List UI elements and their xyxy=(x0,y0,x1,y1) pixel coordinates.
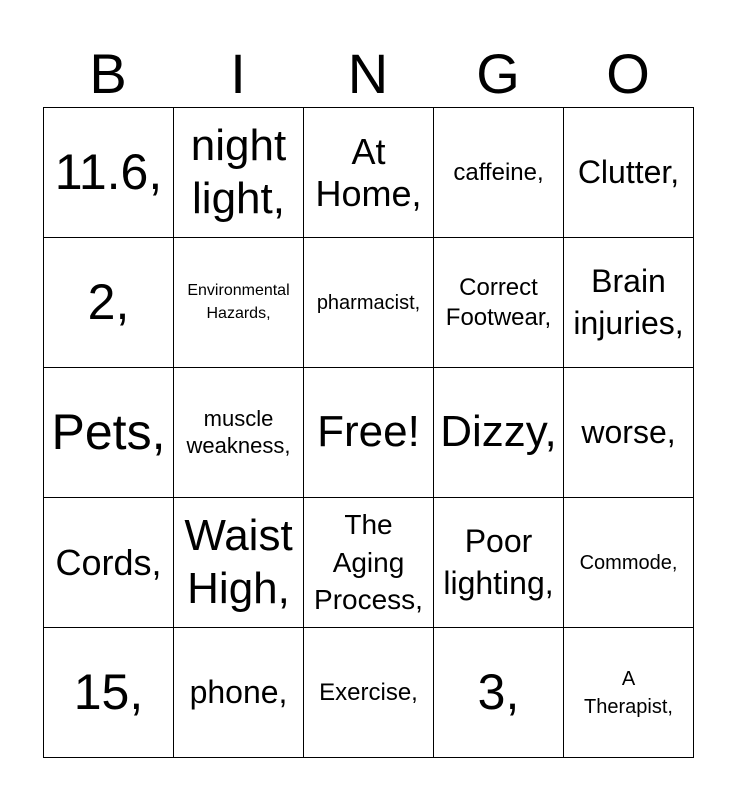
bingo-cell xyxy=(564,108,694,238)
cell-text: 15, xyxy=(73,664,144,720)
header-letter-n: N xyxy=(347,42,389,105)
cell-text: Dizzy, xyxy=(440,407,557,457)
cell-text: night light, xyxy=(190,120,287,223)
cell-text: Exercise, xyxy=(319,678,418,706)
bingo-cell xyxy=(44,368,174,498)
bingo-cell xyxy=(44,108,174,238)
cell-text: Pets, xyxy=(51,404,166,460)
cell-text: 2, xyxy=(87,274,130,330)
cell-text: worse, xyxy=(581,413,676,450)
bingo-cell xyxy=(564,238,694,368)
bingo-cell xyxy=(304,368,434,498)
bingo-cell xyxy=(44,238,174,368)
bingo-cell xyxy=(304,628,434,758)
bingo-cell xyxy=(174,498,304,628)
cell-text: At Home, xyxy=(315,131,422,214)
cell-text: A Therapist, xyxy=(584,667,673,718)
bingo-cell xyxy=(434,108,564,238)
cell-text: pharmacist, xyxy=(316,291,421,314)
cell-text: Brain injuries, xyxy=(573,262,684,341)
bingo-header xyxy=(43,40,693,108)
bingo-cell xyxy=(304,238,434,368)
free-space: Free! xyxy=(317,407,420,457)
cell-text: Clutter, xyxy=(577,153,680,190)
header-letter-o: O xyxy=(606,42,650,105)
bingo-cell xyxy=(174,108,304,238)
bingo-cell xyxy=(434,498,564,628)
bingo-board xyxy=(43,107,694,758)
cell-text: Waist High, xyxy=(184,510,293,613)
bingo-cell xyxy=(44,628,174,758)
bingo-cell xyxy=(434,238,564,368)
bingo-cell xyxy=(44,498,174,628)
cell-text: 3, xyxy=(477,664,520,720)
cell-text: Cords, xyxy=(55,541,162,583)
bingo-cell xyxy=(304,108,434,238)
bingo-cell xyxy=(174,238,304,368)
bingo-cell xyxy=(434,628,564,758)
cell-text: Commode, xyxy=(579,551,678,574)
header-letter-i: I xyxy=(230,42,246,105)
cell-text: caffeine, xyxy=(453,158,544,186)
bingo-cell xyxy=(174,628,304,758)
bingo-cell xyxy=(434,368,564,498)
bingo-cell xyxy=(304,498,434,628)
bingo-cell xyxy=(564,628,694,758)
cell-text: The Aging Process, xyxy=(314,508,423,616)
bingo-cell xyxy=(564,368,694,498)
cell-text: muscle weakness, xyxy=(186,406,291,458)
header-letter-b: B xyxy=(89,42,127,105)
cell-text: Environmental Hazards, xyxy=(187,282,290,322)
bingo-cell xyxy=(564,498,694,628)
cell-text: 11.6, xyxy=(54,144,163,200)
cell-text: phone, xyxy=(189,673,288,710)
cell-text: Poor lighting, xyxy=(443,522,554,601)
cell-text: Correct Footwear, xyxy=(445,273,552,331)
header-letter-g: G xyxy=(476,42,520,105)
bingo-cell xyxy=(174,368,304,498)
